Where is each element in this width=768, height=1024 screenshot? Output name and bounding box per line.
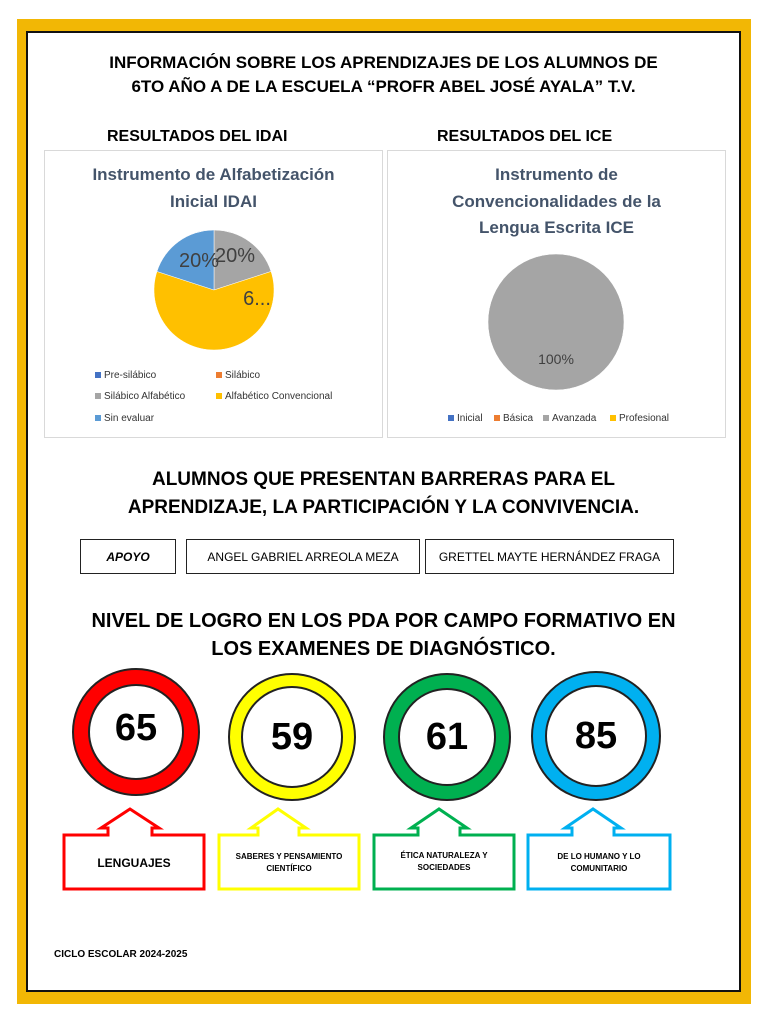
- legend-swatch: [610, 415, 616, 421]
- header-line-2: 6TO AÑO A DE LA ESCUELA “PROFR ABEL JOSÉ AYALA” T.V.: [131, 77, 636, 96]
- pie-slice-label: 6...: [243, 288, 271, 310]
- achievement-title-1: NIVEL DE LOGRO EN LOS PDA POR CAMPO FORMATIVO EN: [91, 610, 676, 632]
- legend-swatch: [216, 372, 222, 378]
- achievement-title-2: LOS EXAMENES DE DIAGNÓSTICO.: [211, 638, 556, 660]
- idai-legend-item: Silábico Alfabético: [95, 391, 185, 402]
- ice-heading: RESULTADOS DEL ICE: [437, 128, 613, 145]
- ice-legend-item: Avanzada: [543, 413, 596, 424]
- student-name: ANGEL GABRIEL ARREOLA MEZA: [186, 539, 420, 574]
- legend-swatch: [95, 415, 101, 421]
- field-label-humano: DE LO HUMANO Y LO COMUNITARIO: [557, 852, 641, 873]
- field-label-lenguajes: LENGUAJES: [97, 856, 171, 870]
- idai-heading: RESULTADOS DEL IDAI: [107, 128, 288, 145]
- field-label-etica: ÉTICA NATURALEZA Y SOCIEDADES: [400, 851, 488, 872]
- score-value: 61: [398, 688, 496, 786]
- school-cycle: CICLO ESCOLAR 2024-2025: [54, 949, 188, 960]
- ice-chart: [387, 150, 726, 438]
- header-line-1: INFORMACIÓN SOBRE LOS APRENDIZAJES DE LOS ALUMNOS DE: [109, 53, 658, 72]
- pie-slice: [488, 254, 624, 390]
- idai-legend-item: Pre-silábico: [95, 370, 156, 381]
- score-value: 59: [241, 686, 343, 788]
- barriers-title-2: APRENDIZAJE, LA PARTICIPACIÓN Y LA CONVIVENCIA.: [127, 497, 640, 518]
- legend-swatch: [543, 415, 549, 421]
- score-ring-lenguajes: [72, 668, 200, 796]
- idai-legend-item: Silábico: [216, 370, 260, 381]
- idai-chart-title-1: Instrumento de Alfabetización: [92, 165, 335, 184]
- pie-slice-label: 20%: [178, 250, 220, 272]
- ice-legend-item: Inicial: [448, 413, 483, 424]
- legend-swatch: [95, 393, 101, 399]
- legend-swatch: [216, 393, 222, 399]
- pie-slice-label: 20%: [214, 245, 256, 267]
- score-value: 65: [88, 684, 184, 780]
- idai-chart-title-2: Inicial IDAI: [170, 192, 257, 211]
- barriers-title-1: ALUMNOS QUE PRESENTAN BARRERAS PARA EL: [151, 469, 616, 490]
- student-name: GRETTEL MAYTE HERNÁNDEZ FRAGA: [425, 539, 674, 574]
- score-ring-saberes: [228, 673, 356, 801]
- idai-chart: [44, 150, 383, 438]
- ice-legend-item: Profesional: [610, 413, 669, 424]
- score-ring-etica: [383, 673, 511, 801]
- pie-slice-label: 100%: [538, 351, 574, 367]
- ice-chart-title-3: Lengua Escrita ICE: [479, 218, 634, 237]
- idai-legend-item: Alfabético Convencional: [216, 391, 332, 402]
- ice-chart-title-2: Convencionalidades de la: [452, 192, 661, 211]
- legend-swatch: [448, 415, 454, 421]
- field-label-saberes: SABERES Y PENSAMIENTO CIENTÍFICO: [235, 852, 343, 873]
- apoyo-label: APOYO: [80, 539, 176, 574]
- legend-swatch: [95, 372, 101, 378]
- score-value: 85: [545, 685, 647, 787]
- ice-pie: [388, 151, 725, 437]
- score-ring-humano: [531, 671, 661, 801]
- ice-chart-title-1: Instrumento de: [495, 165, 618, 184]
- idai-legend-item: Sin evaluar: [95, 413, 154, 424]
- legend-swatch: [494, 415, 500, 421]
- ice-legend-item: Básica: [494, 413, 533, 424]
